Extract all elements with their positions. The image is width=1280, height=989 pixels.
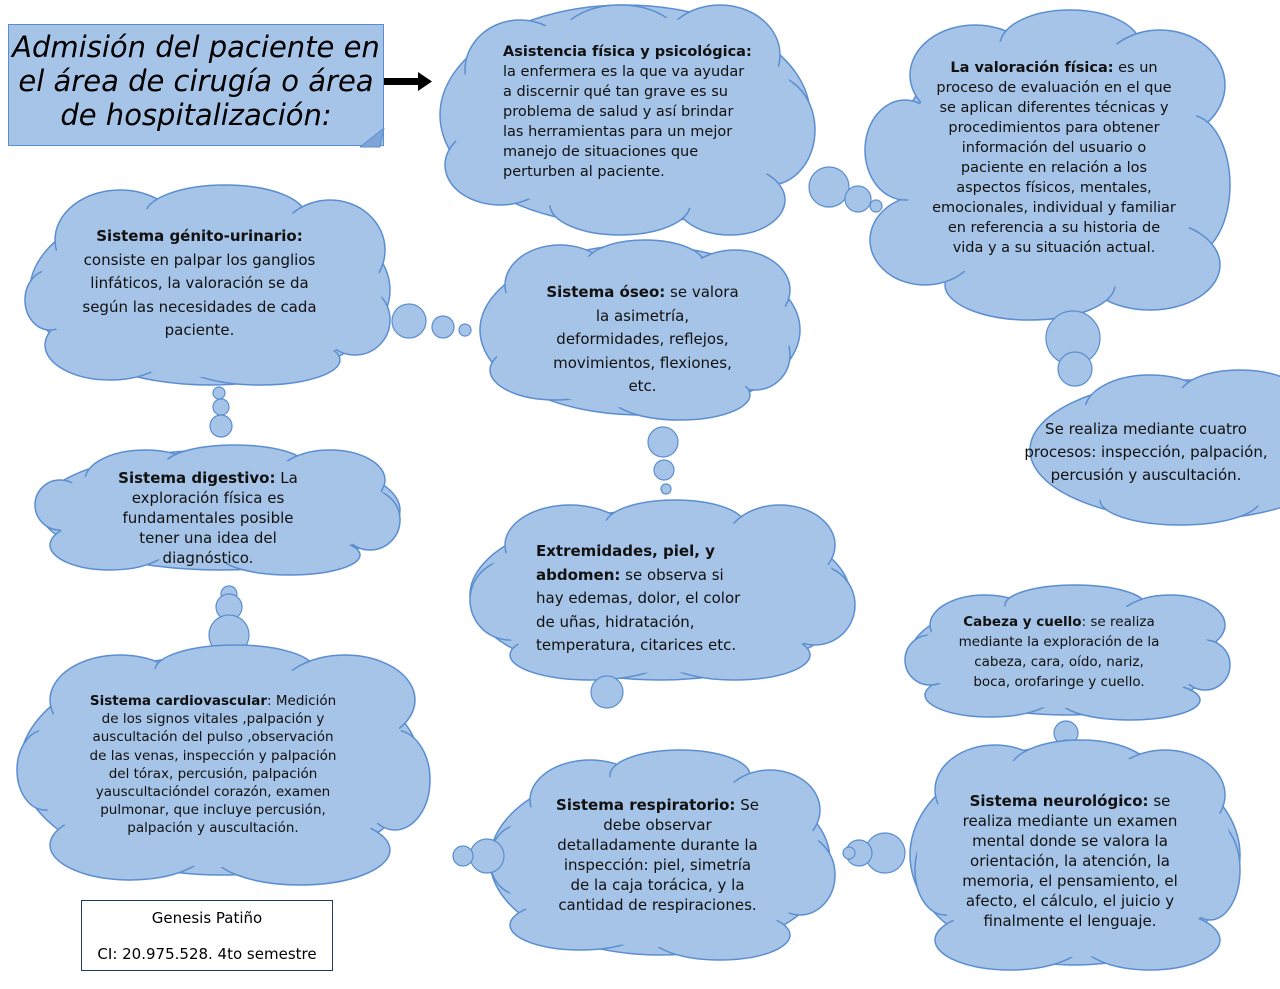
cardio-heading: Sistema cardiovascular bbox=[89, 693, 268, 709]
valoracion-heading: La valoración física: bbox=[950, 60, 1114, 76]
arrow-right-icon bbox=[380, 72, 432, 91]
signature-box bbox=[81, 900, 333, 971]
digestivo-text bbox=[103, 468, 313, 568]
author-name: Genesis Patiño bbox=[151, 909, 263, 927]
oseo-body: se valora la asimetría, deformidades, reflejos, movimientos, flexiones, etc. bbox=[553, 283, 739, 395]
genito-text bbox=[82, 225, 317, 343]
neurologico-text bbox=[962, 791, 1178, 931]
digestivo-heading: Sistema digestivo: bbox=[118, 469, 276, 487]
cardio-text bbox=[88, 692, 338, 838]
cardio-body: : Medición de los signos vitales ,palpación y auscultación del pulso ,observación de las venas, inspección y palpación del tórax, percusión, palpación yauscultacióndel corazón, examen pulmonar, que incluye percusión, palpación y auscultación. bbox=[89, 693, 337, 837]
extremidades-heading: Extremidades, piel, y abdomen: bbox=[536, 542, 715, 584]
asistencia-body: la enfermera es la que va ayudar a discernir qué tan grave es su problema de salud y así brindar las herramientas para un mejor manejo de situaciones que perturben al paciente. bbox=[503, 64, 745, 180]
procesos-body: Se realiza mediante cuatro procesos: inspección, palpación, percusión y auscultación. bbox=[1024, 420, 1268, 484]
valoracion-text bbox=[932, 58, 1176, 258]
author-id: CI: 20.975.528. 4to semestre bbox=[97, 945, 317, 963]
title-box bbox=[8, 24, 384, 146]
respiratorio-body: Se debe observar detalladamente durante la inspección: piel, simetría de la caja torácica, y la cantidad de respiraciones. bbox=[557, 796, 759, 914]
digestivo-body: La exploración física es fundamentales posible tener una idea del diagnóstico. bbox=[122, 469, 298, 567]
respiratorio-heading: Sistema respiratorio: bbox=[556, 796, 736, 814]
oseo-text bbox=[545, 281, 740, 399]
valoracion-body: es un proceso de evaluación en el que se aplican diferentes técnicas y procedimientos para obtener información del usuario o paciente en relación a los aspectos físicos, mentales, emocionales, individual y familiar en referencia a su historia de vida y a su situación actual. bbox=[932, 60, 1176, 256]
cabeza-text bbox=[955, 612, 1163, 692]
neurologico-body: se realiza mediante un examen mental donde se valora la orientación, la atención, la memoria, el pensamiento, el afecto, el cálculo, el juicio y finalmente el lenguaje. bbox=[962, 792, 1178, 930]
oseo-heading: Sistema óseo: bbox=[546, 283, 666, 301]
extremidades-text bbox=[536, 540, 751, 658]
page-curl-icon bbox=[360, 128, 386, 148]
neurologico-heading: Sistema neurológico: bbox=[969, 792, 1149, 810]
asistencia-heading: Asistencia física y psicológica: bbox=[503, 44, 752, 60]
cabeza-body: : se realiza mediante la exploración de la cabeza, cara, oído, nariz, boca, orofaringe y cuello. bbox=[958, 614, 1160, 690]
genito-heading: Sistema génito-urinario: bbox=[96, 227, 303, 245]
page-title: Admisión del paciente en el área de cirugía o área de hospitalización: bbox=[12, 30, 380, 132]
asistencia-text bbox=[503, 42, 753, 182]
genito-body: consiste en palpar los ganglios linfáticos, la valoración se da según las necesidades de cada paciente. bbox=[82, 250, 317, 339]
respiratorio-text bbox=[555, 795, 760, 915]
procesos-text bbox=[1024, 418, 1268, 487]
extremidades-body: se observa si hay edemas, dolor, el color de uñas, hidratación, temperatura, citarices etc. bbox=[536, 565, 741, 654]
cabeza-heading: Cabeza y cuello bbox=[963, 614, 1082, 630]
